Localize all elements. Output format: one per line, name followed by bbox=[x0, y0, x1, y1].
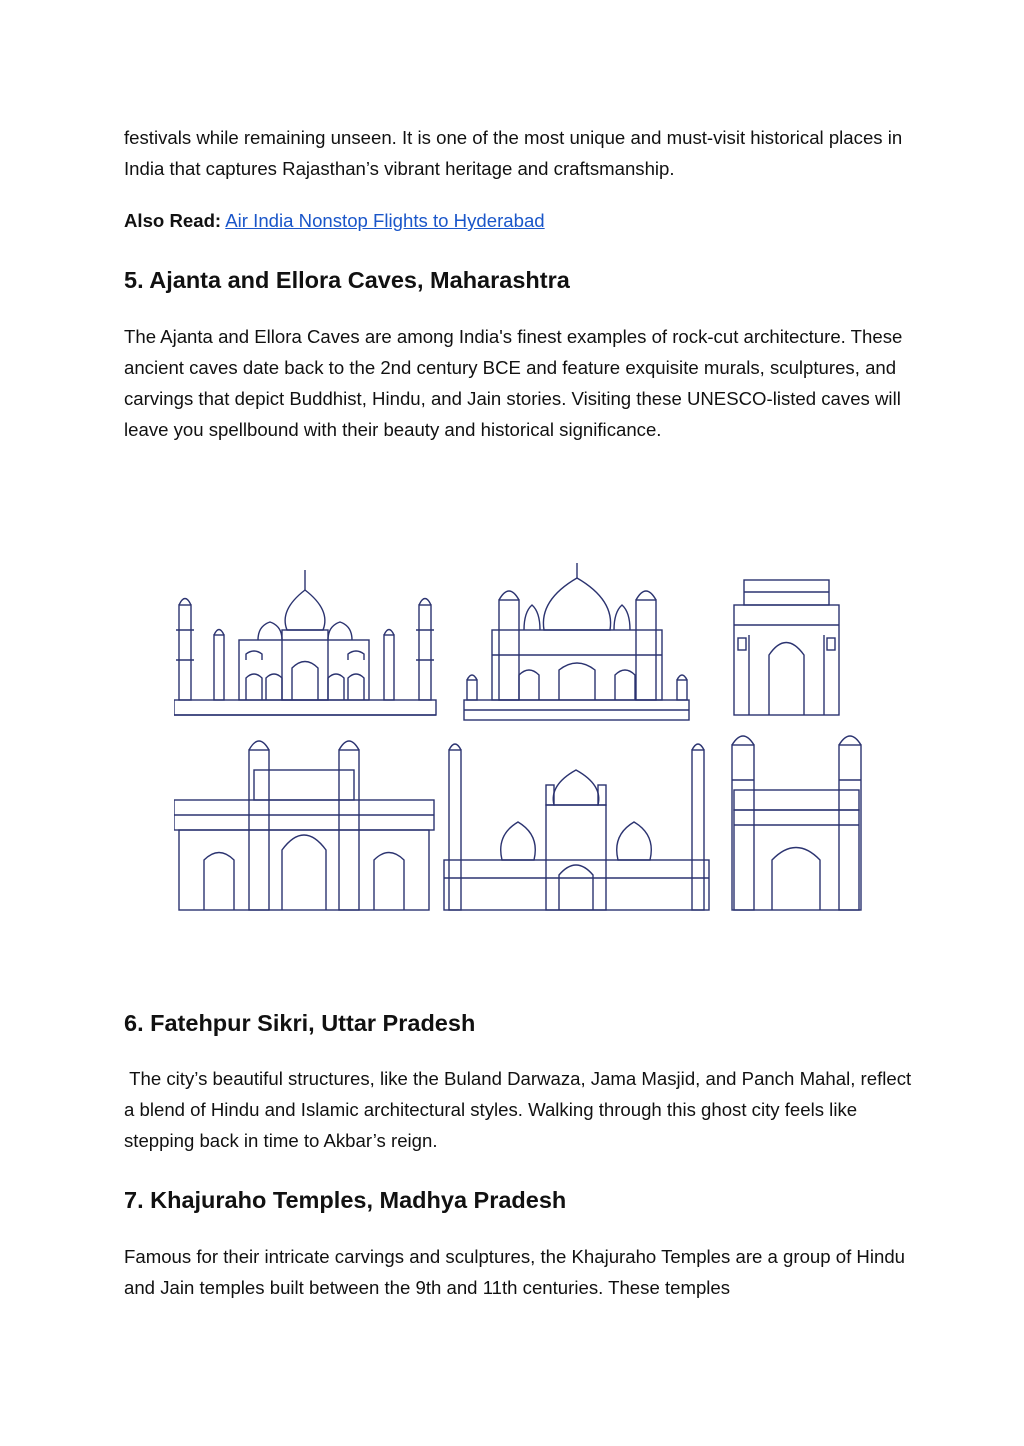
paragraph-khajuraho: Famous for their intricate carvings and sculptures, the Khajuraho Temples are a group of Hindu and Jain temples built between the 9th and 11th centuries. These temples bbox=[124, 1246, 906, 1298]
heading-fatehpur-sikri: 6. Fatehpur Sikri, Uttar Pradesh bbox=[124, 1010, 476, 1036]
also-read-line bbox=[124, 207, 545, 235]
gateway-of-india-drawing bbox=[174, 741, 434, 910]
heading-khajuraho: 7. Khajuraho Temples, Madhya Pradesh bbox=[124, 1187, 567, 1213]
paragraph-fatehpur-sikri: The city’s beautiful structures, like the Buland Darwaza, Jama Masjid, and Panch Mahal, reflect a blend of Hindu and Islamic architectural styles. Walking through this ghost city feels like stepping back in time to Akbar’s reign. bbox=[124, 1068, 917, 1151]
india-gate-drawing bbox=[734, 580, 839, 715]
golden-temple-drawing bbox=[464, 563, 689, 720]
also-read-link[interactable]: Air India Nonstop Flights to Hyderabad bbox=[225, 210, 545, 231]
indian-monuments-line-art bbox=[174, 560, 864, 915]
charminar-drawing bbox=[732, 736, 861, 910]
also-read-label: Also Read: bbox=[124, 210, 222, 231]
paragraph-rajasthan-ending: festivals while remaining unseen. It is one of the most unique and must-visit historical places in India that captures Rajasthan’s vibrant heritage and craftsmanship. bbox=[124, 127, 903, 179]
monuments-illustration bbox=[174, 560, 864, 915]
taj-mahal-drawing bbox=[174, 570, 436, 715]
heading-ajanta-ellora: 5. Ajanta and Ellora Caves, Maharashtra bbox=[124, 267, 570, 293]
paragraph-ajanta-ellora: The Ajanta and Ellora Caves are among India's finest examples of rock-cut architecture. These ancient caves date back to the 2nd century BCE and feature exquisite murals, sculptures, and carvings that depict Buddhist, Hindu, and Jain stories. Visiting these UNESCO-listed caves will leave you spellbound with their beauty and historical significance. bbox=[124, 326, 903, 440]
jama-masjid-drawing bbox=[444, 744, 709, 910]
